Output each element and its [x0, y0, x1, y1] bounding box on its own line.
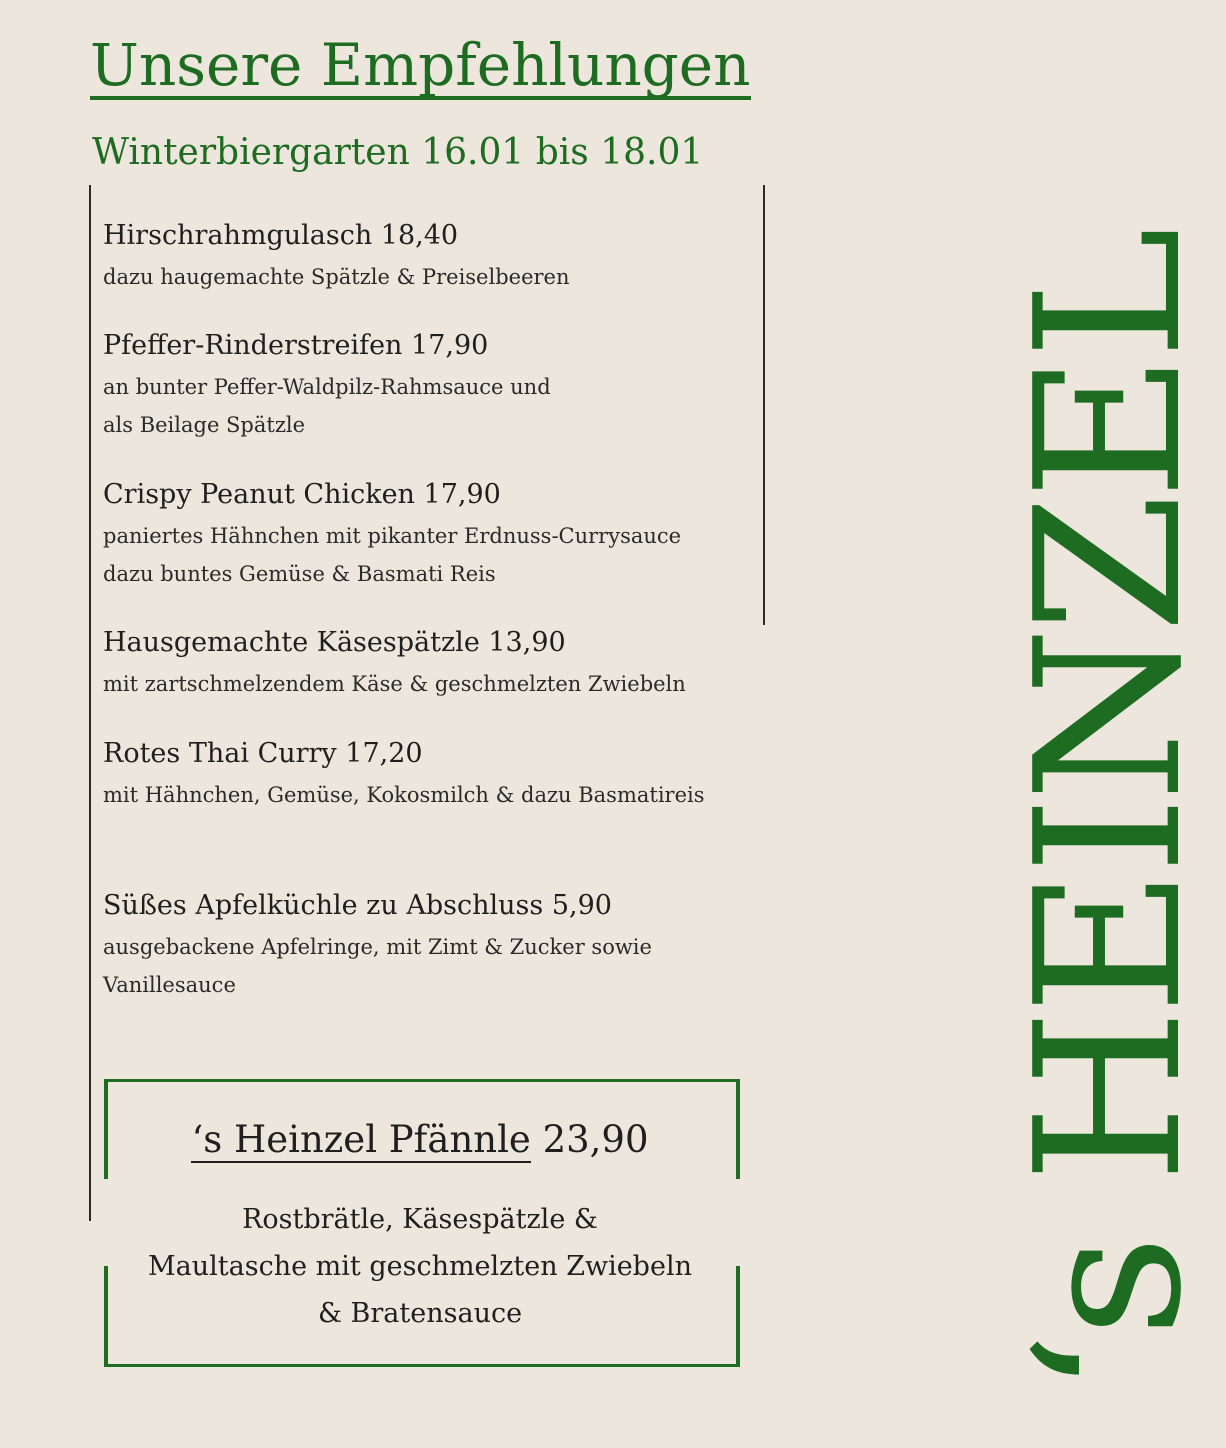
- special-dish-desc: [100, 1196, 740, 1337]
- special-desc-line: & Bratensauce: [317, 1298, 523, 1329]
- menu-item-desc: Vanillesauce: [103, 973, 236, 997]
- brand-logo-text: ‘s HEINZEL: [993, 233, 1226, 1395]
- menu-item: [103, 888, 763, 1004]
- menu-item-desc: ausgebackene Apfelringe, mit Zimt & Zucker sowie: [103, 935, 652, 959]
- menu-item-desc: paniertes Hähnchen mit pikanter Erdnuss-Currysauce: [103, 524, 682, 548]
- menu-item: [103, 328, 763, 444]
- menu-item: [103, 477, 763, 593]
- special-box-border: [104, 1079, 108, 1179]
- menu-item-name: Rotes Thai Curry 17,20: [103, 738, 423, 769]
- special-desc-line: Rostbrätle, Käsespätzle &: [242, 1204, 598, 1235]
- right-divider-line: [763, 185, 765, 625]
- special-desc-line: Maultasche mit geschmelzten Zwiebeln: [148, 1251, 692, 1282]
- menu-item-desc: mit Hähnchen, Gemüse, Kokosmilch & dazu Basmatireis: [103, 783, 705, 807]
- page-title: Unsere Empfehlungen: [90, 31, 751, 99]
- menu-item-name: Pfeffer-Rinderstreifen 17,90: [103, 330, 489, 361]
- menu-item-name: Hausgemachte Käsespätzle 13,90: [103, 627, 566, 658]
- left-divider-line: [89, 185, 91, 1221]
- menu-item-desc: dazu haugemachte Spätzle & Preiselbeeren: [103, 265, 570, 289]
- menu-item-desc: mit zartschmelzendem Käse & geschmelzten Zwiebeln: [103, 672, 686, 696]
- special-box-border: [104, 1364, 740, 1367]
- page-subtitle: Winterbiergarten 16.01 bis 18.01: [92, 132, 704, 173]
- menu-item: [103, 625, 763, 703]
- special-dish-title: [120, 1118, 720, 1161]
- menu-item: [103, 218, 763, 296]
- menu-item: [103, 736, 763, 814]
- menu-item-desc: dazu buntes Gemüse & Basmati Reis: [103, 562, 496, 586]
- menu-item-desc: als Beilage Spätzle: [103, 413, 306, 437]
- menu-item-name: Süßes Apfelküchle zu Abschluss 5,90: [103, 890, 612, 921]
- special-box-border: [104, 1079, 739, 1082]
- menu-item-name: Hirschrahmgulasch 18,40: [103, 220, 459, 251]
- special-dish-price: 23,90: [530, 1118, 649, 1161]
- menu-item-name: Crispy Peanut Chicken 17,90: [103, 479, 501, 510]
- menu-item-desc: an bunter Peffer-Waldpilz-Rahmsauce und: [103, 375, 551, 399]
- special-dish-name: ‘s Heinzel Pfännle: [191, 1118, 531, 1161]
- special-box-border: [736, 1079, 740, 1179]
